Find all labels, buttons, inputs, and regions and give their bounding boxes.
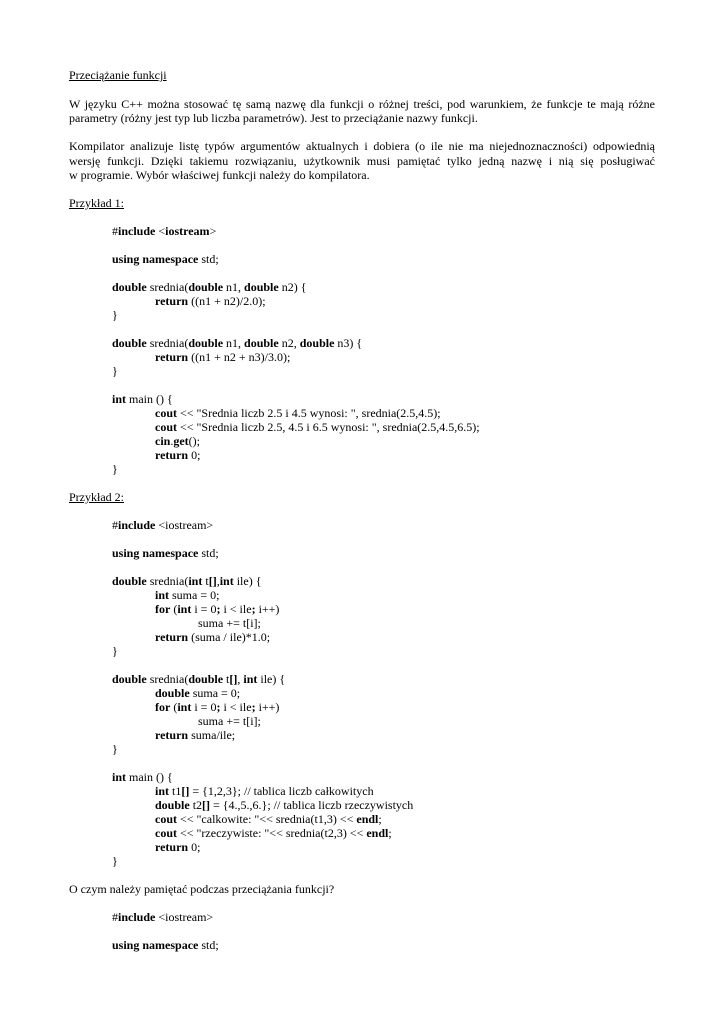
code-line: double suma = 0; <box>155 686 241 700</box>
code-line: int suma = 0; <box>155 588 220 602</box>
code-line: #include <iostream> <box>112 910 214 924</box>
code-line: double srednia(double n1, double n2, double n3) { <box>112 336 363 350</box>
code-line: #include <iostream> <box>112 518 214 532</box>
code-line: } <box>112 462 118 476</box>
code-line: using namespace std; <box>112 938 219 952</box>
intro-line-2: parametry (różny jest typ lub liczba parametrów). Jest to przeciążanie nazwy funkcji. <box>69 111 478 125</box>
code-line: for (int i = 0; i < ile; i++) <box>155 700 280 714</box>
code-line: int main () { <box>112 392 173 406</box>
code-line: double srednia(double n1, double n2) { <box>112 280 307 294</box>
code-line: return suma/ile; <box>155 728 236 742</box>
compiler-line-2: wersję funkcji. Dzięki takiemu rozwiązaniu, użytkownik musi pamiętać tylko jedną nazwę i nią się posługiwać <box>69 154 655 168</box>
code-line: for (int i = 0; i < ile; i++) <box>155 602 280 616</box>
question-heading: O czym należy pamiętać podczas przeciążania funkcji? <box>69 882 335 896</box>
code-line: suma += t[i]; <box>198 714 261 728</box>
code-line: return ((n1 + n2)/2.0); <box>155 294 266 308</box>
code-line: cout << "rzeczywiste: "<< srednia(t2,3) << endl; <box>155 826 392 840</box>
page-title: Przeciążanie funkcji <box>69 68 167 82</box>
code-line: cout << "calkowite: "<< srednia(t1,3) << endl; <box>155 812 382 826</box>
code-line: double srednia(double t[], int ile) { <box>112 672 286 686</box>
code-line: } <box>112 364 118 378</box>
code-line: double t2[] = {4.,5.,6.}; // tablica liczb rzeczywistych <box>155 798 414 812</box>
code-line: double srednia(int t[],int ile) { <box>112 574 262 588</box>
example-2-label: Przykład 2: <box>69 490 124 504</box>
example-1-label: Przykład 1: <box>69 196 124 210</box>
intro-line-1: W języku C++ można stosować tę samą nazwę dla funkcji o różnej treści, pod warunkiem, że funkcje te mają różne <box>69 97 655 111</box>
code-line: cout << "Srednia liczb 2.5 i 4.5 wynosi: ", srednia(2.5,4.5); <box>155 406 441 420</box>
code-line: suma += t[i]; <box>198 616 261 630</box>
code-line: cout << "Srednia liczb 2.5, 4.5 i 6.5 wynosi: ", srednia(2.5,4.5,6.5); <box>155 420 480 434</box>
code-line: } <box>112 308 118 322</box>
code-line: return ((n1 + n2 + n3)/3.0); <box>155 350 291 364</box>
code-line: } <box>112 644 118 658</box>
code-line: using namespace std; <box>112 546 219 560</box>
code-line: return (suma / ile)*1.0; <box>155 630 271 644</box>
code-line: } <box>112 742 118 756</box>
code-line: using namespace std; <box>112 252 219 266</box>
code-line: return 0; <box>155 840 201 854</box>
code-line: int t1[] = {1,2,3}; // tablica liczb całkowitych <box>155 784 374 798</box>
compiler-line-1: Kompilator analizuje listę typów argumentów aktualnych i dobiera (o ile nie ma niejednoznaczności) odpowiednią <box>69 139 655 153</box>
code-line: #include <iostream> <box>112 224 217 238</box>
compiler-line-3: w programie. Wybór właściwej funkcji należy do kompilatora. <box>69 168 370 182</box>
code-line: } <box>112 854 118 868</box>
code-line: return 0; <box>155 448 201 462</box>
code-line: int main () { <box>112 770 173 784</box>
code-line: cin.get(); <box>155 434 200 448</box>
